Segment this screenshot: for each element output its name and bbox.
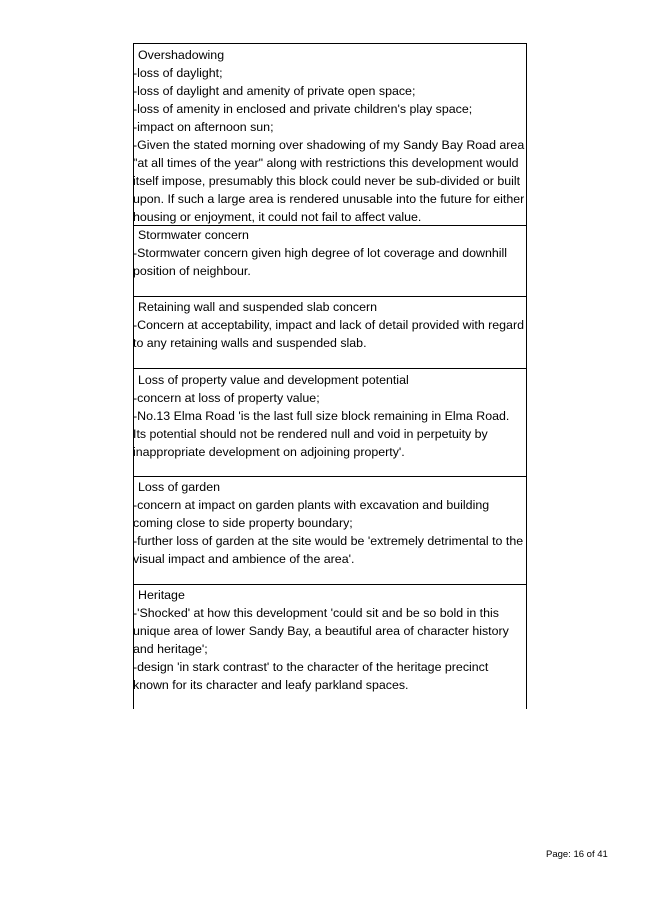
section-heading: Heritage	[138, 588, 185, 602]
section-line: -'Shocked' at how this development 'could sit and be so bold in this unique area of lower Sandy Bay, a beautiful area of character history and heritage';	[133, 606, 509, 656]
section-body	[133, 496, 526, 568]
section-heading: Stormwater concern	[138, 228, 249, 242]
section-retaining-wall	[134, 297, 526, 369]
section-body	[133, 244, 526, 280]
section-heading: Loss of property value and development potential	[138, 373, 409, 387]
section-line: -Stormwater concern given high degree of lot coverage and downhill position of neighbour.	[133, 246, 508, 278]
section-line: -further loss of garden at the site would be 'extremely detrimental to the visual impact and ambience of the area'.	[133, 534, 524, 566]
section-line: -Concern at acceptability, impact and lack of detail provided with regard to any retaining walls and suspended slab.	[133, 318, 524, 350]
section-loss-of-garden	[134, 477, 526, 585]
section-heritage	[134, 585, 526, 709]
section-stormwater	[134, 226, 526, 297]
section-line: -No.13 Elma Road 'is the last full size block remaining in Elma Road. Its potential should not be rendered null and void in perpetuity by inappropriate development on adjoining property'.	[133, 409, 510, 459]
section-heading: Overshadowing	[138, 48, 225, 62]
section-body	[133, 604, 526, 694]
submission-table	[133, 43, 527, 709]
section-line: -loss of amenity in enclosed and private children's play space;	[133, 102, 473, 116]
section-property-value	[134, 369, 526, 477]
section-body	[133, 64, 526, 226]
section-line: -impact on afternoon sun;	[133, 120, 274, 134]
section-line: -Given the stated morning over shadowing of my Sandy Bay Road area "at all times of the year" along with restrictions this development would itself impose, presumably this block could never be sub-divided or built upon. If such a large area is rendered unusable into the future for either housing or enjoyment, it could not fail to affect value.	[133, 138, 525, 224]
section-line: -design 'in stark contrast' to the character of the heritage precinct known for its character and leafy parkland spaces.	[133, 660, 489, 692]
section-line: -concern at impact on garden plants with excavation and building coming close to side property boundary;	[133, 498, 490, 530]
section-line: -loss of daylight and amenity of private open space;	[133, 84, 416, 98]
section-line: -loss of daylight;	[133, 66, 223, 80]
section-body	[133, 389, 526, 461]
section-overshadowing	[134, 44, 526, 226]
section-line: -concern at loss of property value;	[133, 391, 320, 405]
page-number: Page: 16 of 41	[546, 849, 608, 860]
section-heading: Retaining wall and suspended slab concern	[138, 300, 378, 314]
section-body	[133, 316, 526, 352]
section-heading: Loss of garden	[138, 480, 220, 494]
